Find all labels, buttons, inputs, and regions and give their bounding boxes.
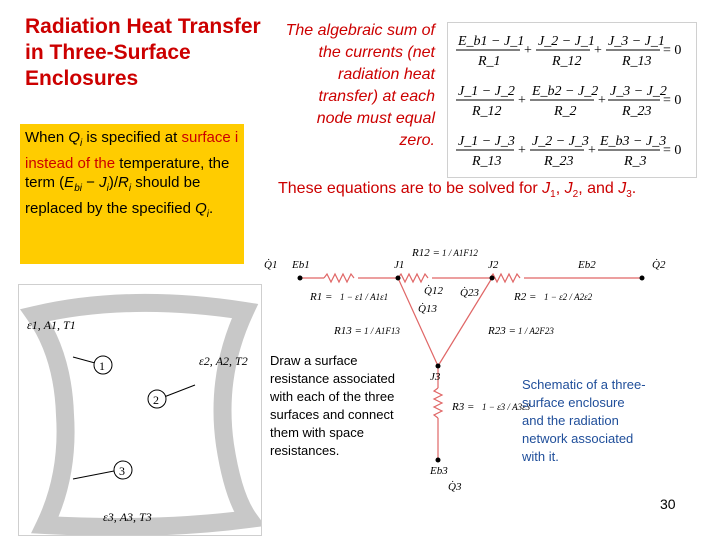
node-3-label: 3 bbox=[119, 464, 125, 478]
svg-text:+: + bbox=[518, 143, 526, 158]
r12-frac: 1 / A1F12 bbox=[442, 248, 478, 258]
svg-text:+: + bbox=[598, 93, 606, 108]
r1-label: R1 = bbox=[310, 291, 333, 303]
svg-text:= 0: = 0 bbox=[663, 143, 682, 158]
eq1-d2: R_12 bbox=[552, 54, 582, 69]
equations-svg bbox=[448, 23, 696, 177]
eq2-d1: R_12 bbox=[472, 104, 502, 119]
eq3-d1: R_13 bbox=[472, 154, 502, 169]
q13-label: Q̇13 bbox=[418, 303, 437, 315]
equations-image bbox=[447, 22, 697, 178]
eq3-n3: E_b3 − J_3 bbox=[600, 134, 667, 149]
r13-label: R13 = bbox=[334, 325, 362, 337]
eq2-n1: J_1 − J_2 bbox=[458, 84, 515, 99]
eq3-n2: J_2 − J_3 bbox=[532, 134, 589, 149]
eq1-n2: J_2 − J_1 bbox=[538, 34, 595, 49]
svg-text:+: + bbox=[524, 43, 532, 58]
enclosure-diagram bbox=[18, 284, 262, 536]
surface-3-label: ε3, A3, T3 bbox=[103, 510, 152, 524]
surface-1-label: ε1, A1, T1 bbox=[27, 318, 76, 332]
r2-label: R2 = bbox=[514, 291, 537, 303]
eq3-d3: R_3 bbox=[624, 154, 647, 169]
eb3-label: Eb3 bbox=[430, 465, 448, 477]
r1-resistor bbox=[324, 274, 354, 282]
eq1-equals: = 0 bbox=[663, 43, 682, 58]
r12-label: R12 = bbox=[412, 247, 440, 259]
note-text: When $Q_i$ is specified at surface i instead of the temperature, the term $(E_{bi} - J_i)/R_i$ should be replaced by the specified $Q_i$. bbox=[25, 129, 239, 220]
eq2-n3: J_3 − J_2 bbox=[610, 84, 667, 99]
r23-frac: 1 / A2F23 bbox=[518, 326, 554, 336]
node-2-label: 2 bbox=[153, 393, 159, 407]
r3-resistor bbox=[434, 388, 442, 418]
r3-label: R3 = bbox=[452, 401, 475, 413]
eq3-n1: J_1 − J_3 bbox=[458, 134, 515, 149]
surface-2-label: ε2, A2, T2 bbox=[199, 354, 248, 368]
network-caption: Draw a surface resistance associated with each of the three surfaces and connect them with space resistances. bbox=[270, 353, 396, 458]
page-number: 30 bbox=[660, 496, 676, 512]
eb1-label: Eb1 bbox=[292, 259, 310, 271]
enclosure-wall bbox=[35, 303, 249, 527]
svg-text:= 0: = 0 bbox=[663, 93, 682, 108]
q3-label: Q̇3 bbox=[448, 481, 462, 493]
r23-label: R23 = bbox=[488, 325, 516, 337]
eq1-d3: R_13 bbox=[622, 54, 652, 69]
node-1-label: 1 bbox=[99, 359, 105, 373]
j3-label: J3 bbox=[430, 371, 441, 383]
r1-frac: 1 − ε1 / A1ε1 bbox=[340, 292, 389, 302]
r13-frac: 1 / A1F13 bbox=[364, 326, 400, 336]
j2-label: J2 bbox=[488, 259, 499, 271]
eb2-label: Eb2 bbox=[578, 259, 596, 271]
schematic-caption: Schematic of a three-surface enclosure and the radiation network associated with it. bbox=[522, 377, 646, 464]
slide-title: Radiation Heat Transfer in Three-Surface Enclosures bbox=[25, 15, 261, 90]
note-box bbox=[20, 124, 244, 264]
eq3-d2: R_23 bbox=[544, 154, 574, 169]
eq1-d1: R_1 bbox=[478, 54, 501, 69]
eq1-n1: E_b1 − J_1 bbox=[458, 34, 525, 49]
eq2-n2: E_b2 − J_2 bbox=[532, 84, 599, 99]
r2-frac: 1 − ε2 / A2ε2 bbox=[544, 292, 593, 302]
q23-label: Q̇23 bbox=[460, 287, 479, 299]
eq1-n3: J_3 − J_1 bbox=[608, 34, 665, 49]
q12-label: Q̇12 bbox=[424, 285, 443, 297]
q1-label: Q̇1 bbox=[264, 259, 278, 271]
equations-intro: The algebraic sum of the currents (net radiation heat transfer) at each node must equal zero. bbox=[285, 22, 435, 149]
enclosure-svg bbox=[19, 285, 261, 535]
eq2-d2: R_2 bbox=[554, 104, 577, 119]
eq2-d3: R_23 bbox=[622, 104, 652, 119]
r3-frac: 1 − ε3 / A3ε3 bbox=[482, 402, 531, 412]
svg-text:+: + bbox=[588, 143, 596, 158]
j1-label: J1 bbox=[394, 259, 405, 271]
svg-text:+: + bbox=[594, 43, 602, 58]
r12-resistor bbox=[398, 274, 428, 282]
solve-line: These equations are to be solved for $J_1$, $J_2$, and $J_3$. bbox=[278, 180, 637, 201]
svg-text:+: + bbox=[518, 93, 526, 108]
q2-label: Q̇2 bbox=[652, 259, 666, 271]
